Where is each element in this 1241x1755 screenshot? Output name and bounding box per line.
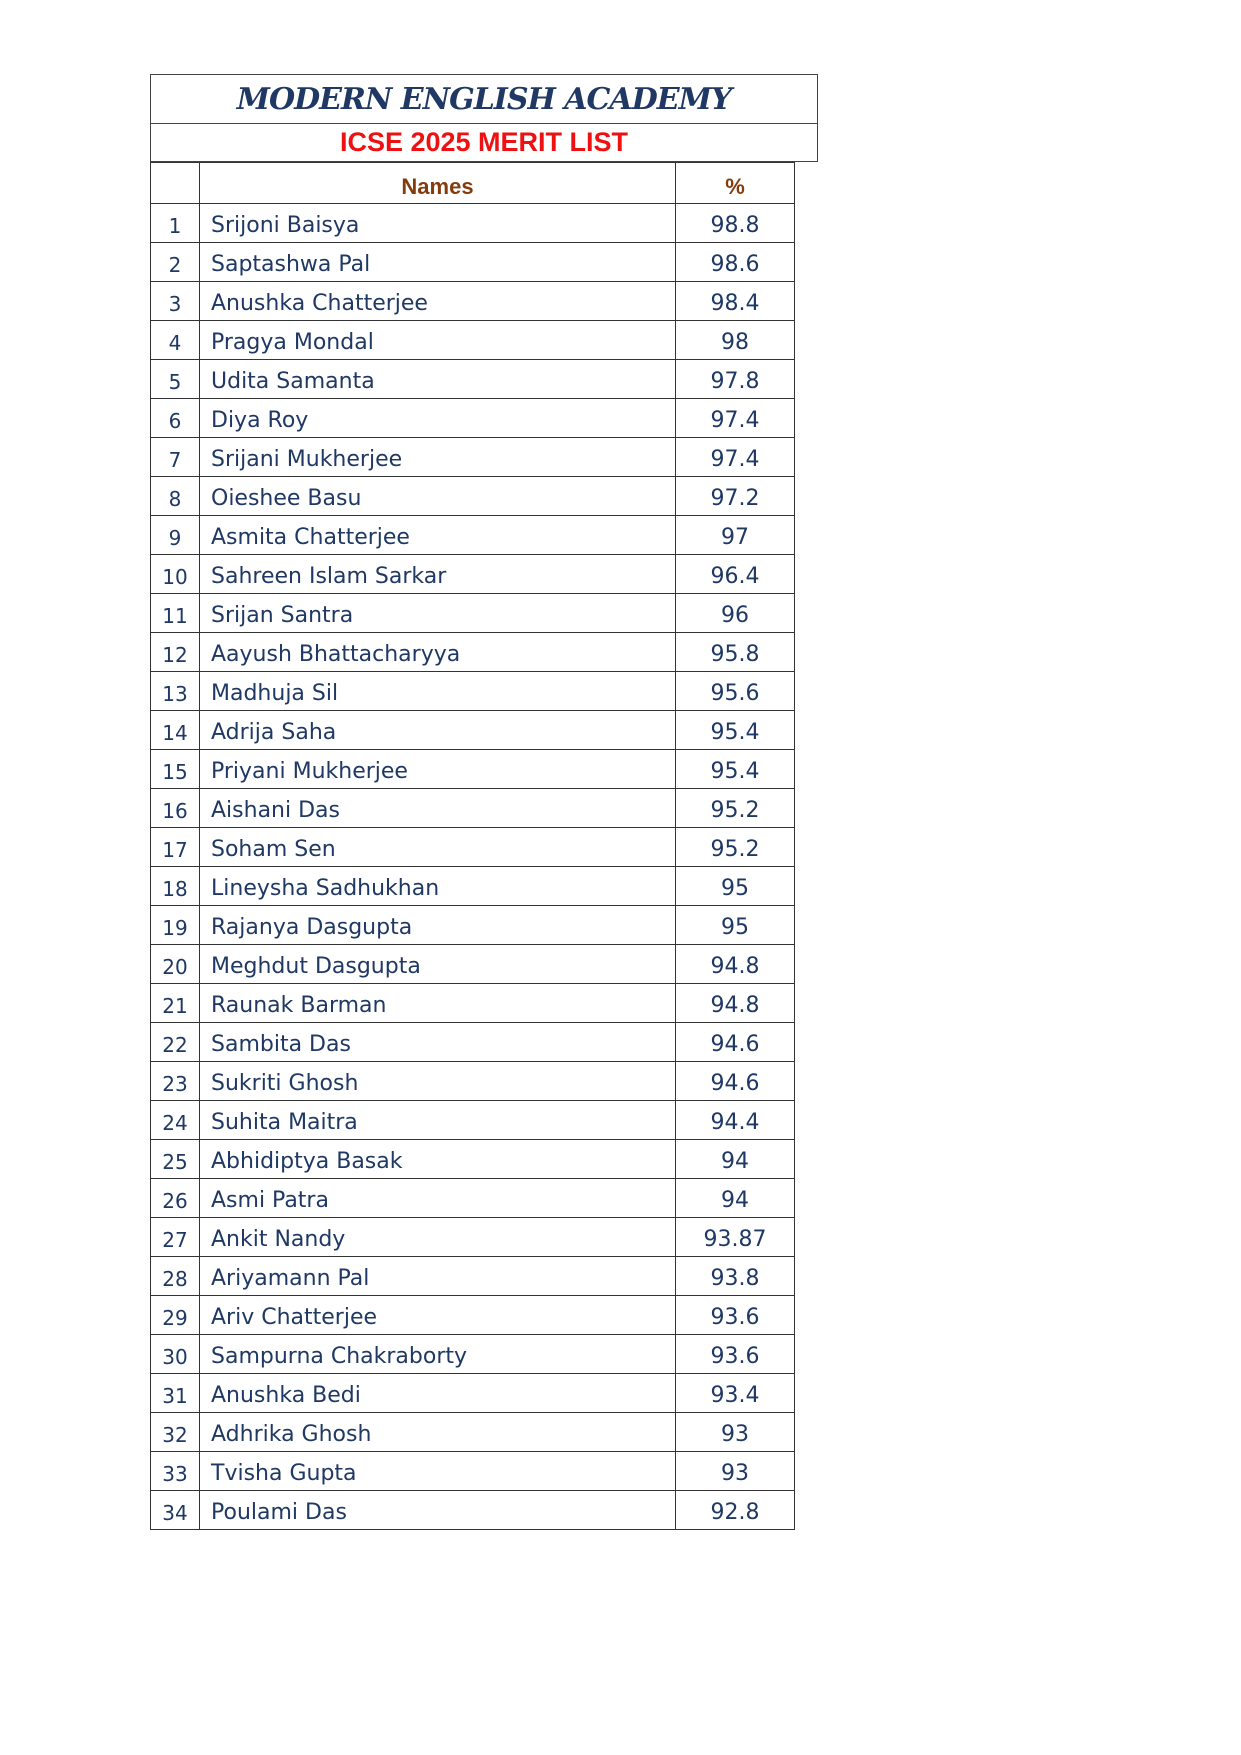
- rank-cell: 9: [151, 516, 200, 555]
- rank-cell: 17: [151, 828, 200, 867]
- rank-cell: 4: [151, 321, 200, 360]
- table-row: [151, 1062, 795, 1101]
- name-cell: Abhidiptya Basak: [200, 1140, 676, 1179]
- name-cell: Srijan Santra: [200, 594, 676, 633]
- table-header-row: [151, 163, 795, 204]
- name-cell: Asmi Patra: [200, 1179, 676, 1218]
- table-row: [151, 243, 795, 282]
- rank-column-header: [151, 163, 200, 204]
- name-cell: Aayush Bhattacharyya: [200, 633, 676, 672]
- rank-cell: 18: [151, 867, 200, 906]
- percent-cell: 95: [676, 906, 795, 945]
- table-row: [151, 1374, 795, 1413]
- name-cell: Ariv Chatterjee: [200, 1296, 676, 1335]
- table-row: [151, 1452, 795, 1491]
- name-cell: Oieshee Basu: [200, 477, 676, 516]
- table-row: [151, 1335, 795, 1374]
- table-row: [151, 438, 795, 477]
- table-row: [151, 906, 795, 945]
- percent-cell: 94.8: [676, 984, 795, 1023]
- rank-cell: 16: [151, 789, 200, 828]
- name-cell: Asmita Chatterjee: [200, 516, 676, 555]
- rank-cell: 10: [151, 555, 200, 594]
- name-cell: Priyani Mukherjee: [200, 750, 676, 789]
- rank-cell: 14: [151, 711, 200, 750]
- percent-cell: 98: [676, 321, 795, 360]
- rank-cell: 12: [151, 633, 200, 672]
- percent-cell: 93.8: [676, 1257, 795, 1296]
- rank-cell: 5: [151, 360, 200, 399]
- table-row: [151, 750, 795, 789]
- table-row: [151, 360, 795, 399]
- name-cell: Pragya Mondal: [200, 321, 676, 360]
- rank-cell: 34: [151, 1491, 200, 1530]
- merit-table: [150, 162, 795, 1530]
- institution-name: MODERN ENGLISH ACADEMY: [150, 74, 818, 123]
- name-cell: Adhrika Ghosh: [200, 1413, 676, 1452]
- percent-cell: 97.4: [676, 438, 795, 477]
- name-cell: Diya Roy: [200, 399, 676, 438]
- table-row: [151, 555, 795, 594]
- rank-cell: 28: [151, 1257, 200, 1296]
- name-cell: Sahreen Islam Sarkar: [200, 555, 676, 594]
- rank-cell: 7: [151, 438, 200, 477]
- names-column-header: Names: [200, 163, 676, 204]
- rank-cell: 23: [151, 1062, 200, 1101]
- name-cell: Raunak Barman: [200, 984, 676, 1023]
- percent-cell: 95.4: [676, 711, 795, 750]
- rank-cell: 22: [151, 1023, 200, 1062]
- rank-cell: 25: [151, 1140, 200, 1179]
- name-cell: Poulami Das: [200, 1491, 676, 1530]
- percent-cell: 93.6: [676, 1335, 795, 1374]
- name-cell: Madhuja Sil: [200, 672, 676, 711]
- percent-cell: 98.6: [676, 243, 795, 282]
- rank-cell: 6: [151, 399, 200, 438]
- table-row: [151, 867, 795, 906]
- rank-cell: 32: [151, 1413, 200, 1452]
- rank-cell: 29: [151, 1296, 200, 1335]
- name-cell: Rajanya Dasgupta: [200, 906, 676, 945]
- table-row: [151, 1413, 795, 1452]
- name-cell: Ankit Nandy: [200, 1218, 676, 1257]
- name-cell: Ariyamann Pal: [200, 1257, 676, 1296]
- percent-cell: 95.6: [676, 672, 795, 711]
- table-row: [151, 1257, 795, 1296]
- percent-cell: 93: [676, 1452, 795, 1491]
- rank-cell: 15: [151, 750, 200, 789]
- table-row: [151, 399, 795, 438]
- percent-cell: 95.8: [676, 633, 795, 672]
- rank-cell: 26: [151, 1179, 200, 1218]
- name-cell: Sampurna Chakraborty: [200, 1335, 676, 1374]
- table-body: [151, 204, 795, 1530]
- percent-cell: 95.2: [676, 789, 795, 828]
- table-row: [151, 633, 795, 672]
- rank-cell: 24: [151, 1101, 200, 1140]
- percent-cell: 94.6: [676, 1023, 795, 1062]
- percent-cell: 98.8: [676, 204, 795, 243]
- percent-column-header: %: [676, 163, 795, 204]
- name-cell: Adrija Saha: [200, 711, 676, 750]
- percent-cell: 98.4: [676, 282, 795, 321]
- percent-cell: 96.4: [676, 555, 795, 594]
- table-row: [151, 204, 795, 243]
- table-row: [151, 711, 795, 750]
- name-cell: Saptashwa Pal: [200, 243, 676, 282]
- rank-cell: 27: [151, 1218, 200, 1257]
- percent-cell: 92.8: [676, 1491, 795, 1530]
- rank-cell: 31: [151, 1374, 200, 1413]
- rank-cell: 30: [151, 1335, 200, 1374]
- rank-cell: 8: [151, 477, 200, 516]
- table-row: [151, 984, 795, 1023]
- name-cell: Suhita Maitra: [200, 1101, 676, 1140]
- table-row: [151, 789, 795, 828]
- rank-cell: 21: [151, 984, 200, 1023]
- table-row: [151, 321, 795, 360]
- table-row: [151, 672, 795, 711]
- name-cell: Sambita Das: [200, 1023, 676, 1062]
- name-cell: Meghdut Dasgupta: [200, 945, 676, 984]
- rank-cell: 1: [151, 204, 200, 243]
- name-cell: Soham Sen: [200, 828, 676, 867]
- rank-cell: 13: [151, 672, 200, 711]
- percent-cell: 97: [676, 516, 795, 555]
- rank-cell: 2: [151, 243, 200, 282]
- table-row: [151, 477, 795, 516]
- rank-cell: 3: [151, 282, 200, 321]
- table-row: [151, 1218, 795, 1257]
- merit-list-sheet: [150, 74, 818, 1530]
- table-row: [151, 594, 795, 633]
- name-cell: Srijani Mukherjee: [200, 438, 676, 477]
- percent-cell: 95.2: [676, 828, 795, 867]
- name-cell: Udita Samanta: [200, 360, 676, 399]
- percent-cell: 94.6: [676, 1062, 795, 1101]
- percent-cell: 97.4: [676, 399, 795, 438]
- table-row: [151, 1179, 795, 1218]
- percent-cell: 94.8: [676, 945, 795, 984]
- percent-cell: 94: [676, 1179, 795, 1218]
- percent-cell: 96: [676, 594, 795, 633]
- percent-cell: 97.8: [676, 360, 795, 399]
- rank-cell: 33: [151, 1452, 200, 1491]
- percent-cell: 94: [676, 1140, 795, 1179]
- percent-cell: 93.4: [676, 1374, 795, 1413]
- name-cell: Aishani Das: [200, 789, 676, 828]
- percent-cell: 95.4: [676, 750, 795, 789]
- percent-cell: 93.87: [676, 1218, 795, 1257]
- name-cell: Sukriti Ghosh: [200, 1062, 676, 1101]
- table-row: [151, 1101, 795, 1140]
- percent-cell: 94.4: [676, 1101, 795, 1140]
- table-row: [151, 1296, 795, 1335]
- table-row: [151, 1140, 795, 1179]
- percent-cell: 93.6: [676, 1296, 795, 1335]
- merit-list-title: ICSE 2025 MERIT LIST: [150, 123, 818, 162]
- rank-cell: 19: [151, 906, 200, 945]
- rank-cell: 20: [151, 945, 200, 984]
- name-cell: Srijoni Baisya: [200, 204, 676, 243]
- table-row: [151, 945, 795, 984]
- table-row: [151, 282, 795, 321]
- table-row: [151, 516, 795, 555]
- name-cell: Anushka Chatterjee: [200, 282, 676, 321]
- percent-cell: 93: [676, 1413, 795, 1452]
- rank-cell: 11: [151, 594, 200, 633]
- percent-cell: 95: [676, 867, 795, 906]
- table-row: [151, 828, 795, 867]
- table-row: [151, 1023, 795, 1062]
- name-cell: Tvisha Gupta: [200, 1452, 676, 1491]
- name-cell: Lineysha Sadhukhan: [200, 867, 676, 906]
- table-row: [151, 1491, 795, 1530]
- percent-cell: 97.2: [676, 477, 795, 516]
- name-cell: Anushka Bedi: [200, 1374, 676, 1413]
